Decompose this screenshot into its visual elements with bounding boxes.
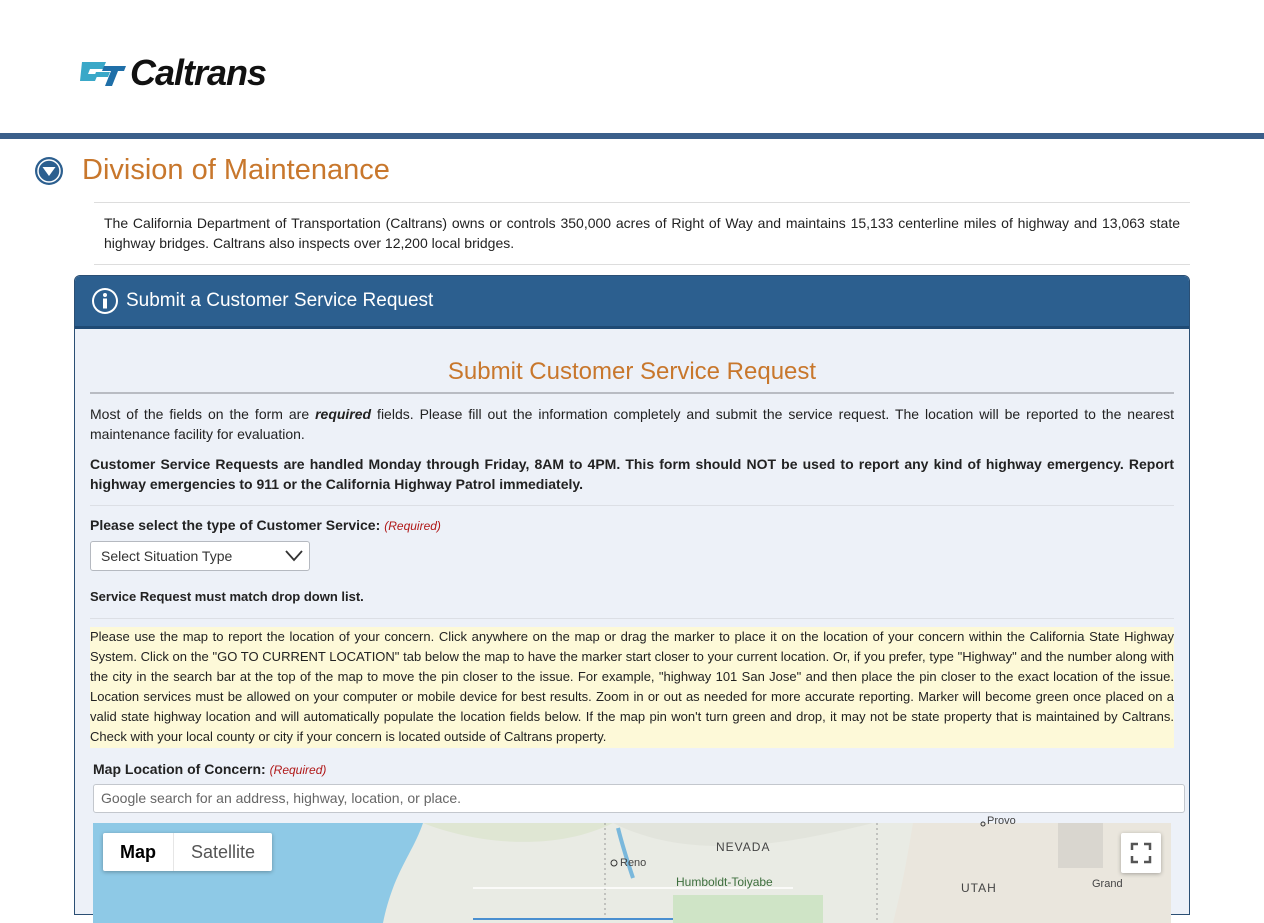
panel-header — [75, 276, 1189, 329]
site-header — [0, 0, 1264, 132]
map-label-provo: Provo — [987, 815, 1016, 827]
division-intro: The California Department of Transportation (Caltrans) owns or controls 350,000 acres of Right of Way and maintains 15,133 centerline miles of highway and 13,063 state highway bridges. Caltrans also inspects over 12,200 local bridges. — [94, 202, 1190, 265]
fullscreen-button[interactable] — [1121, 833, 1161, 873]
map-instructions: Please use the map to report the location of your concern. Click anywhere on the map or drag the marker to place it on the location of your concern within the California State Highway System. Click on the "GO TO CURRENT LOCATION" tab below the map to have the marker start closer to your current location. Or, if you prefer, type "Highway" and the number along with the city in the search bar at the top of the map to move the pin closer to the issue. For example, "highway 101 San Jose" and then place the pin closer to the exact location of the issue. Location services must be allowed on your computer or mobile device for best results. Zoom in or out as needed for more accurate reporting. Marker will become green once placed on a valid state highway location and will automatically populate the location fields below. If the map pin won't turn green and drop, it may not be state property that is maintained by Caltrans. Check with your local county or city if your concern is located outside of Caltrans property. — [90, 627, 1174, 748]
panel-title: Submit a Customer Service Request — [126, 290, 434, 311]
map-canvas[interactable] — [93, 815, 1171, 923]
map-label-humboldt: Humboldt-Toiyabe — [676, 875, 773, 889]
required-fields-text — [90, 404, 1174, 444]
situation-type-select[interactable] — [90, 541, 310, 571]
service-request-panel — [74, 275, 1190, 915]
service-type-label-text: Please select the type of Customer Service: — [90, 517, 381, 533]
required-tag: (Required) — [384, 519, 441, 533]
division-heading[interactable] — [34, 154, 390, 187]
p1-before: Most of the fields on the form are — [90, 406, 316, 422]
map-type-map-button[interactable]: Map — [103, 833, 174, 871]
map-type-control — [103, 833, 272, 871]
form-title-rule — [90, 392, 1174, 394]
chevron-down-icon — [285, 549, 303, 563]
map-location-label-text: Map Location of Concern: — [93, 761, 266, 777]
p1-emphasis: required — [315, 406, 372, 422]
p1-after: fields. Please fill out the information completely and submit the service request. The location will be reported to the nearest maintenance facility for evaluation. — [90, 406, 1175, 442]
map-location-label — [93, 761, 326, 777]
divider — [90, 505, 1174, 506]
select-note: Service Request must match drop down list. — [90, 589, 364, 604]
info-icon — [91, 287, 119, 315]
fullscreen-icon — [1121, 833, 1161, 873]
emergency-notice: Customer Service Requests are handled Monday through Friday, 8AM to 4PM. This form should NOT be used to report any kind of highway emergency. Report highway emergencies to 911 or the California Highway Patrol immediately. — [90, 456, 1174, 492]
map-type-satellite-button[interactable]: Satellite — [191, 842, 256, 862]
service-type-label — [90, 517, 441, 533]
caltrans-logo[interactable] — [76, 52, 267, 93]
form-title: Submit Customer Service Request — [447, 358, 817, 385]
map-label-utah: UTAH — [961, 881, 997, 895]
map-search-input[interactable]: Google search for an address, highway, location, or place. — [93, 784, 1185, 813]
chevron-down-circle-icon[interactable] — [34, 156, 64, 186]
select-value: Select Situation Type — [101, 548, 233, 564]
required-tag: (Required) — [269, 763, 327, 777]
logo-wordmark: Caltrans — [130, 52, 267, 93]
division-title: Division of Maintenance — [82, 154, 390, 186]
map-label-reno: Reno — [620, 857, 647, 869]
map-label-grand: Grand — [1092, 878, 1123, 890]
map-label-nevada: NEVADA — [716, 840, 771, 854]
header-rule — [0, 133, 1264, 139]
caltrans-logo-icon — [76, 58, 128, 88]
divider — [90, 618, 1174, 619]
